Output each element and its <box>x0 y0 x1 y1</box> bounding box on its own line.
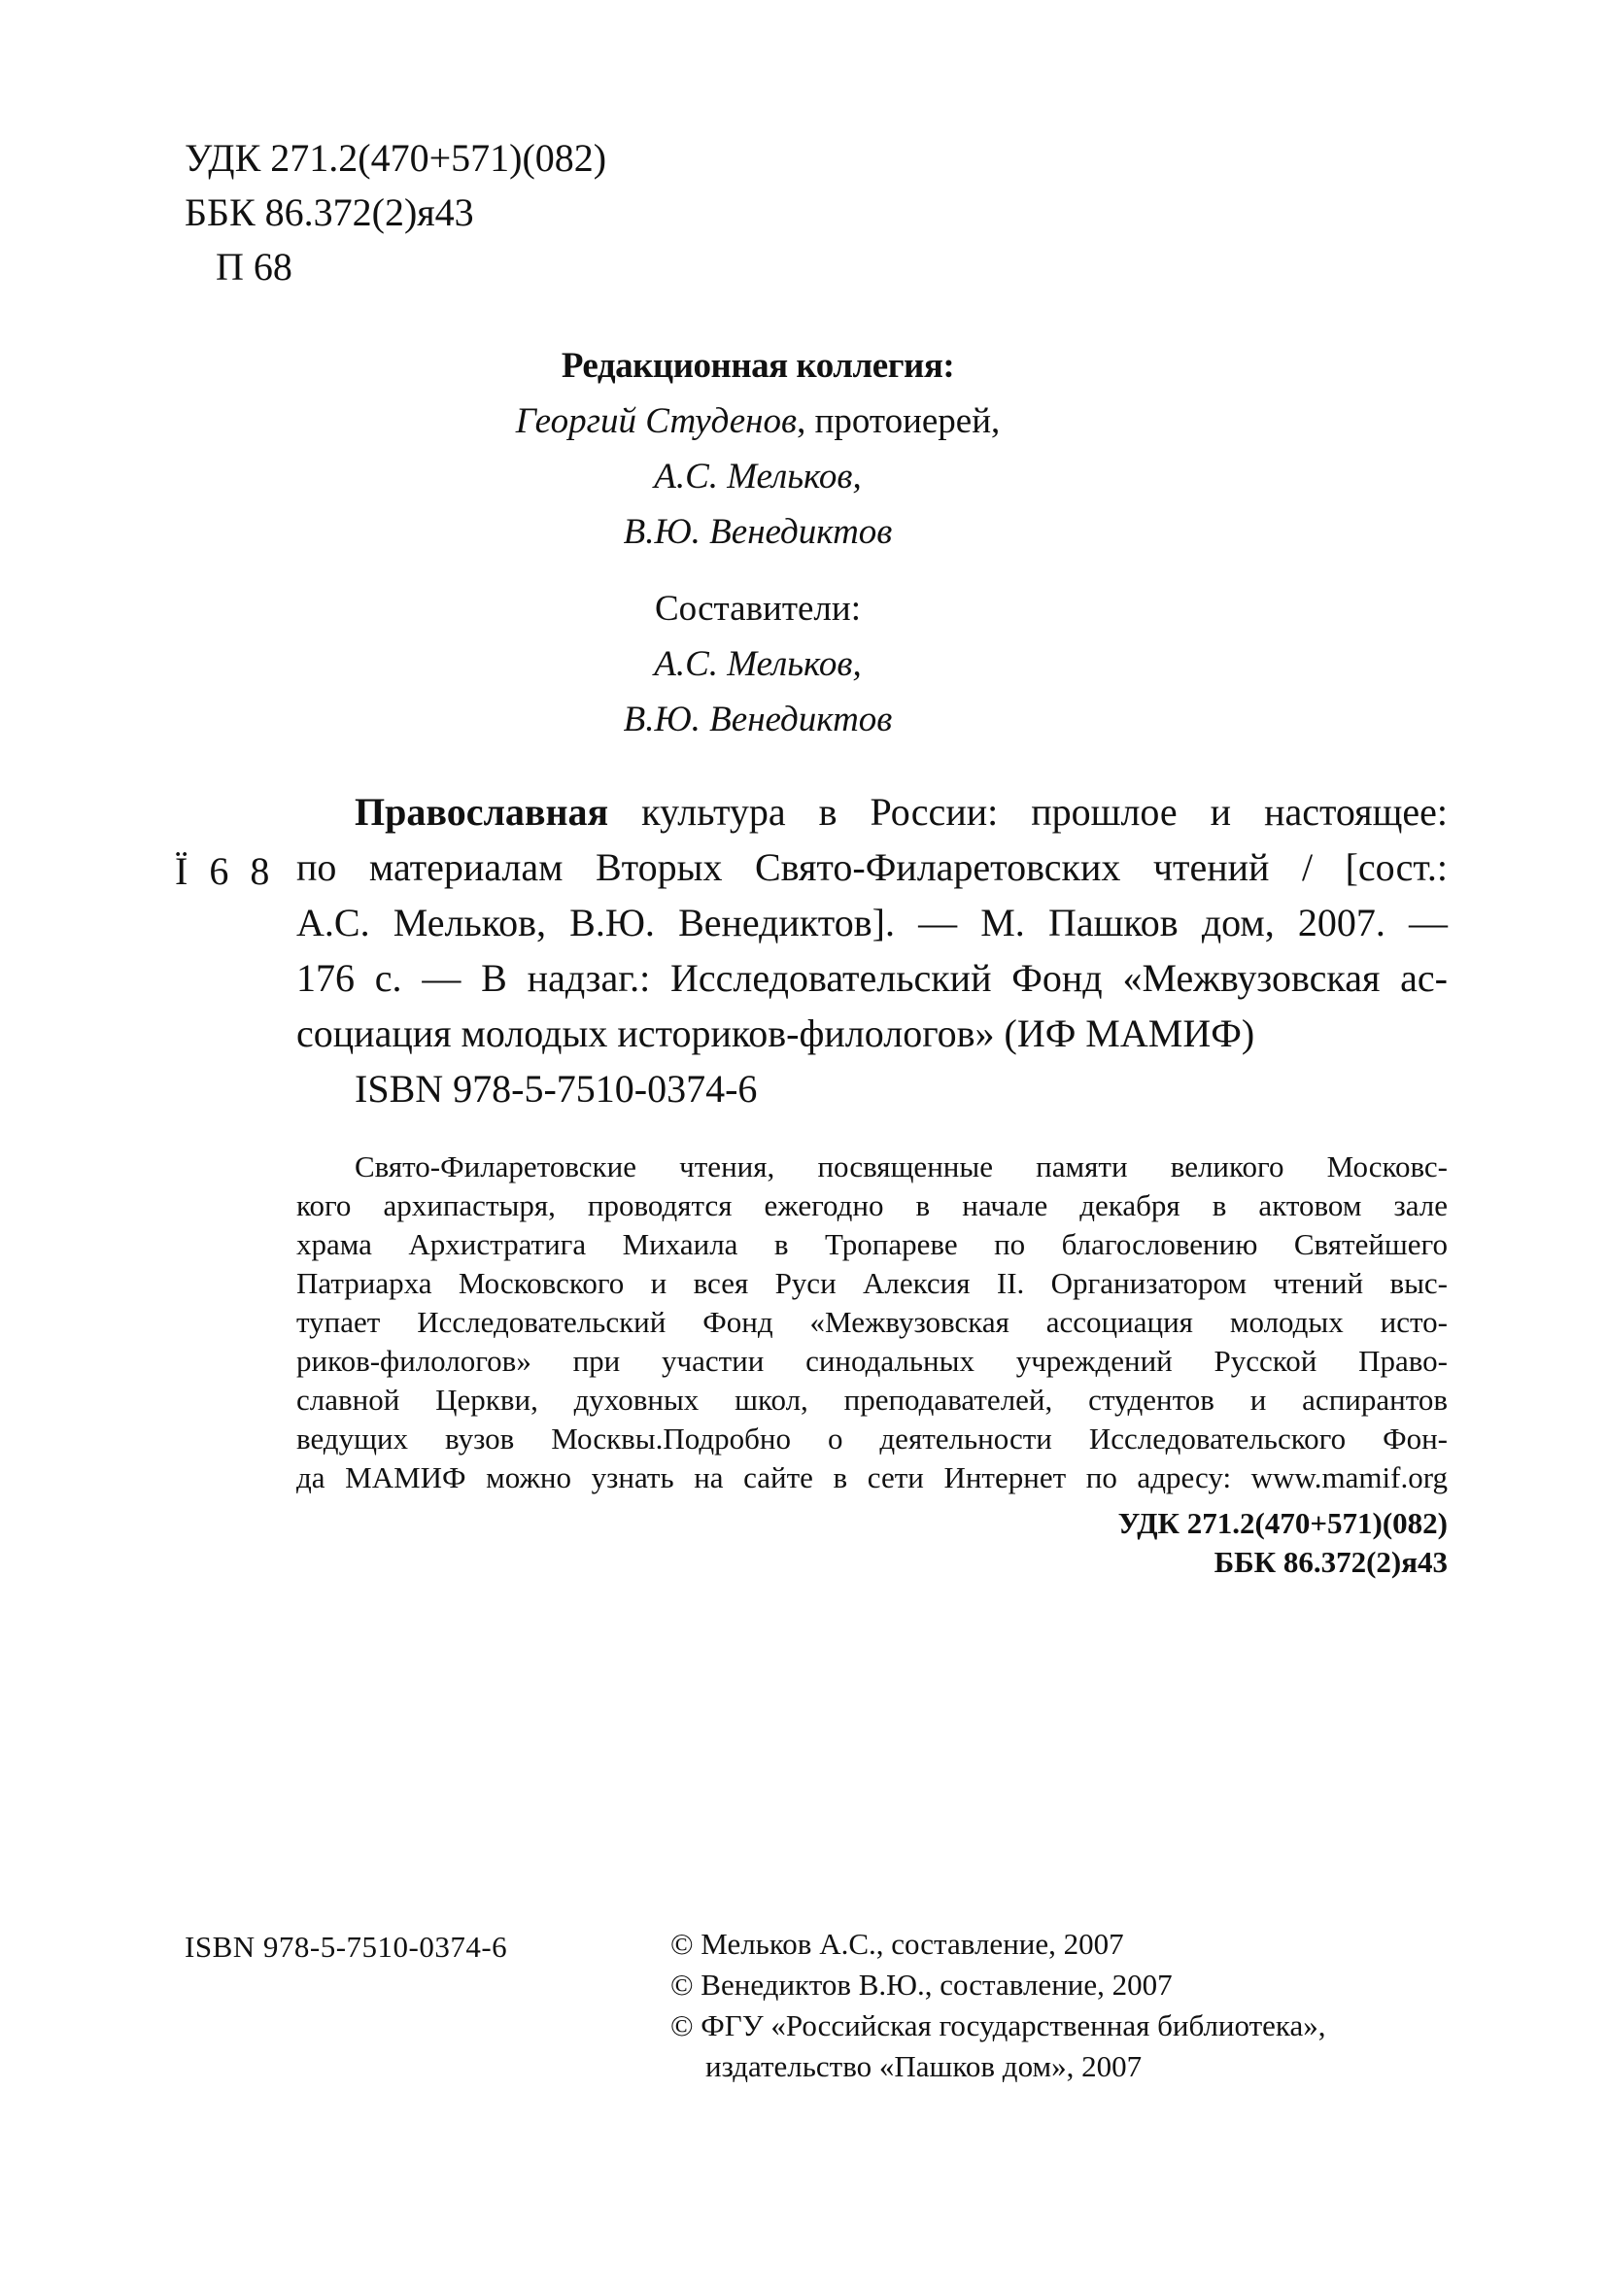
bib-line: социация молодых историков-филологов» (ИФ МАМИФ) <box>296 1011 1255 1055</box>
bib-line: 176 с. — В надзаг.: Исследовательский Фонд «Межвузовская ас- <box>296 956 1448 1000</box>
bibliographic-entry <box>296 784 1448 1116</box>
annotation-line: да МАМИФ можно узнать на сайте в сети Интернет по адресу: www.mamif.org <box>296 1460 1448 1494</box>
bib-isbn: ISBN 978-5-7510-0374-6 <box>355 1067 758 1111</box>
member-title: , протоиерей, <box>797 401 1001 441</box>
bib-line-text: культура в России: прошлое и настоящее: <box>608 790 1448 834</box>
annotation-udk: УДК 271.2(470+571)(082) <box>1117 1506 1448 1540</box>
annotation-line: риков-филологов» при участии синодальных учреждений Русской Право- <box>296 1344 1448 1378</box>
copyrights <box>670 1924 1467 2087</box>
editorial-board-member: В.Ю. Венедиктов <box>623 512 893 552</box>
bib-line <box>296 784 1448 840</box>
footer-isbn: ISBN 978-5-7510-0374-6 <box>185 1930 508 1964</box>
member-name: Георгий Студенов <box>515 401 798 441</box>
annotation-codes <box>768 1504 1448 1582</box>
editorial-board-heading: Редакционная коллегия: <box>561 346 955 386</box>
copyright-line: издательство «Пашков дом», 2007 <box>705 2049 1143 2083</box>
compilers-heading: Составители: <box>655 589 861 629</box>
bbk-code: ББК 86.372(2)я43 <box>185 190 474 234</box>
annotation-line: кого архипастыря, проводятся ежегодно в начале декабря в актовом зале <box>296 1188 1448 1222</box>
bib-title-bold: Православная <box>355 790 609 834</box>
bib-line: А.С. Мельков, В.Ю. Венедиктов]. — М. Пашков дом, 2007. — <box>296 901 1448 944</box>
copyright-line: © ФГУ «Российская государственная библиотека», <box>670 2008 1326 2042</box>
editorial-board-member <box>466 394 1049 449</box>
annotation-line: Свято-Филаретовские чтения, посвященные памяти великого Московс- <box>355 1149 1448 1183</box>
annotation-line: славной Церкви, духовных школ, преподавателей, студентов и аспирантов <box>296 1383 1448 1417</box>
annotation-bbk: ББК 86.372(2)я43 <box>1214 1545 1448 1579</box>
compiler-name: В.Ю. Венедиктов <box>623 700 893 739</box>
bib-line: по материалам Вторых Свято-Филаретовских чтений / [сост.: <box>296 845 1448 889</box>
editorial-board-member: А.С. Мельков, <box>654 457 862 497</box>
annotation-line: храма Архистратига Михаила в Тропареве по благословению Святейшего <box>296 1227 1448 1261</box>
copyright-line: © Венедиктов В.Ю., составление, 2007 <box>670 1968 1173 2002</box>
annotation-line: ведущих вузов Москвы.Подробно о деятельности Исследовательского Фон- <box>296 1422 1448 1456</box>
copyright-line: © Мельков А.С., составление, 2007 <box>670 1927 1124 1961</box>
udk-code: УДК 271.2(470+571)(082) <box>185 136 607 180</box>
compilers <box>466 581 1049 747</box>
editorial-board <box>466 338 1049 560</box>
compiler-name: А.С. Мельков, <box>654 644 862 684</box>
annotation-line: Патриарха Московского и всея Руси Алексия II. Организатором чтений выс- <box>296 1266 1448 1300</box>
annotation <box>296 1148 1448 1497</box>
bib-author-mark: Ï 6 8 <box>175 849 276 893</box>
annotation-line: тупает Исследовательский Фонд «Межвузовская ассоциация молодых исто- <box>296 1305 1448 1339</box>
author-mark: П 68 <box>216 245 292 289</box>
